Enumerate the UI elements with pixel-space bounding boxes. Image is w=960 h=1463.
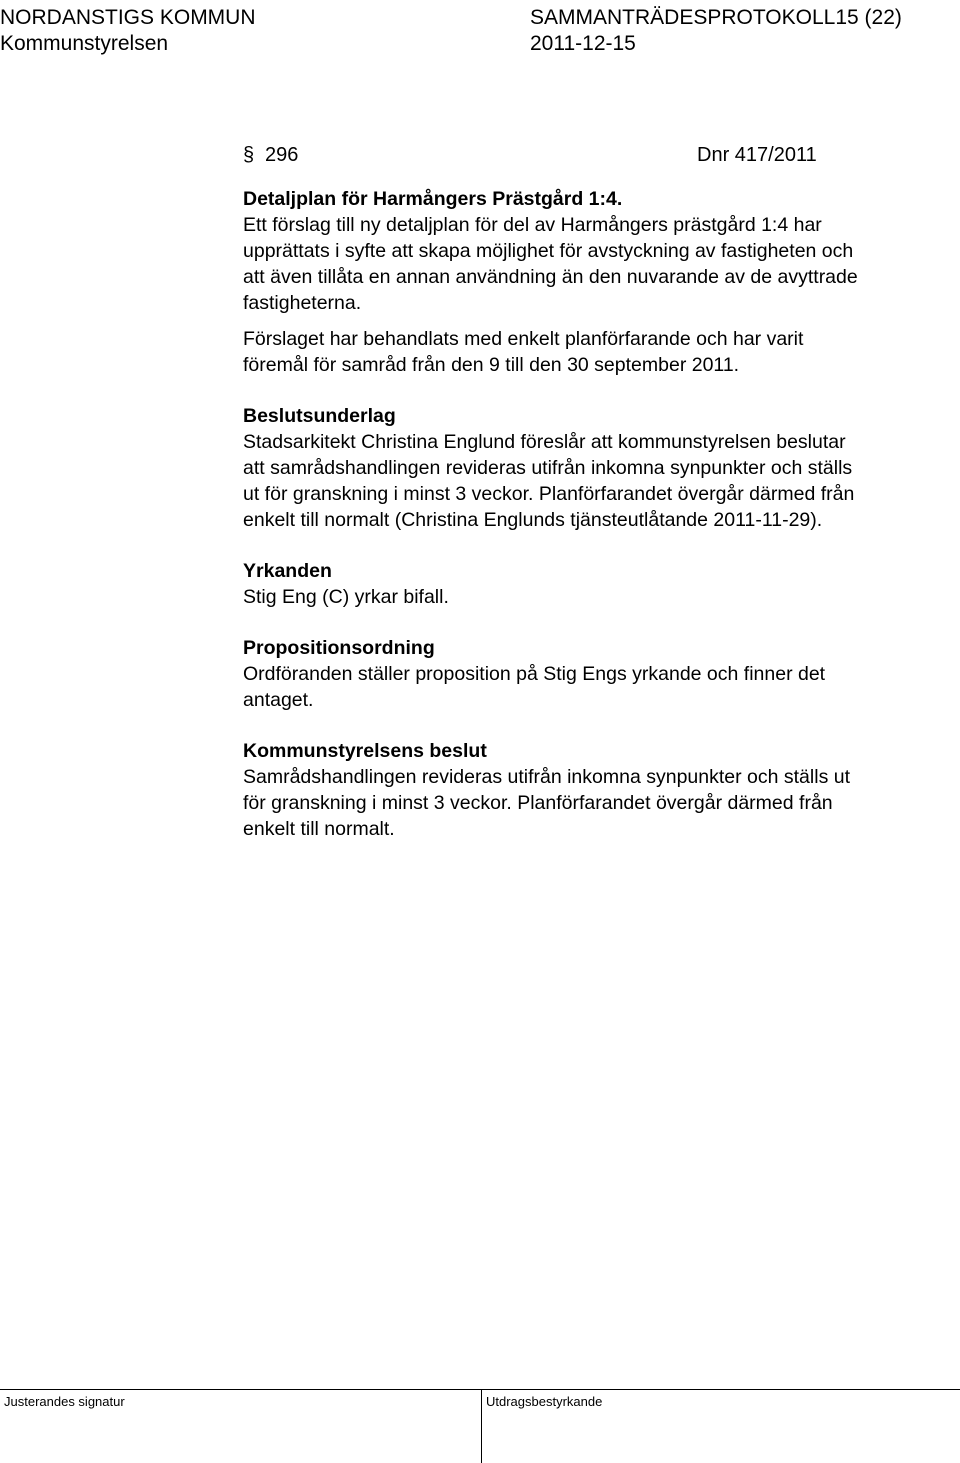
case-title: Detaljplan för Harmångers Prästgård 1:4.: [243, 188, 623, 210]
section-line: att samrådshandlingen revideras utifrån inkomna synpunkter och ställs: [243, 457, 853, 479]
consultation-line: föremål för samråd från den 9 till den 30 september 2011.: [243, 354, 740, 376]
decision-basis-section: [243, 403, 943, 533]
case-number: 296: [265, 144, 299, 166]
decision-section: [243, 738, 943, 842]
extract-certification-label: Utdragsbestyrkande: [486, 1394, 603, 1409]
intro-line: upprättats i syfte att skapa möjlighet för avstyckning av fastigheten och: [243, 240, 854, 262]
meeting-date: 2011-12-15: [530, 32, 636, 55]
committee-name: Kommunstyrelsen: [0, 32, 169, 55]
consultation-paragraph: [243, 326, 943, 378]
section-line: för granskning i minst 3 veckor. Planförfarandet övergår därmed från: [243, 792, 833, 814]
section-line: Stadsarkitekt Christina Englund föreslår att kommunstyrelsen beslutar: [243, 431, 846, 453]
footer-column-divider: [481, 1389, 482, 1463]
section-heading: Propositionsordning: [243, 637, 435, 659]
footer-divider-line: [0, 1389, 960, 1390]
section-heading: Kommunstyrelsens beslut: [243, 740, 487, 762]
diary-number: Dnr 417/2011: [697, 144, 817, 166]
section-heading: Beslutsunderlag: [243, 405, 396, 427]
case-number-row: [243, 143, 843, 171]
motions-section: [243, 558, 943, 610]
section-line: enkelt till normalt.: [243, 818, 395, 840]
intro-line: fastigheterna.: [243, 292, 362, 314]
document-type: SAMMANTRÄDESPROTOKOLL15 (22): [530, 6, 902, 29]
section-line: Ordföranden ställer proposition på Stig Engs yrkande och finner det: [243, 663, 826, 685]
protocol-body: [243, 186, 943, 842]
intro-line: Ett förslag till ny detaljplan för del av Harmångers prästgård 1:4 har: [243, 214, 822, 236]
consultation-line: Förslaget har behandlats med enkelt planförfarande och har varit: [243, 328, 804, 350]
section-heading: Yrkanden: [243, 560, 332, 582]
section-line: Stig Eng (C) yrkar bifall.: [243, 586, 449, 608]
section-line: ut för granskning i minst 3 veckor. Planförfarandet övergår därmed från: [243, 483, 855, 505]
section-sign: §: [243, 144, 255, 166]
section-line: Samrådshandlingen revideras utifrån inkomna synpunkter och ställs ut: [243, 766, 850, 788]
proposition-section: [243, 635, 943, 713]
intro-line: att även tillåta en annan användning än den nuvarande av de avyttrade: [243, 266, 858, 288]
section-line: antaget.: [243, 689, 314, 711]
case-description: [243, 186, 943, 316]
signature-label: Justerandes signatur: [4, 1394, 125, 1409]
organization-name: NORDANSTIGS KOMMUN: [0, 6, 256, 29]
section-line: enkelt till normalt (Christina Englunds tjänsteutlåtande 2011-11-29).: [243, 509, 823, 531]
